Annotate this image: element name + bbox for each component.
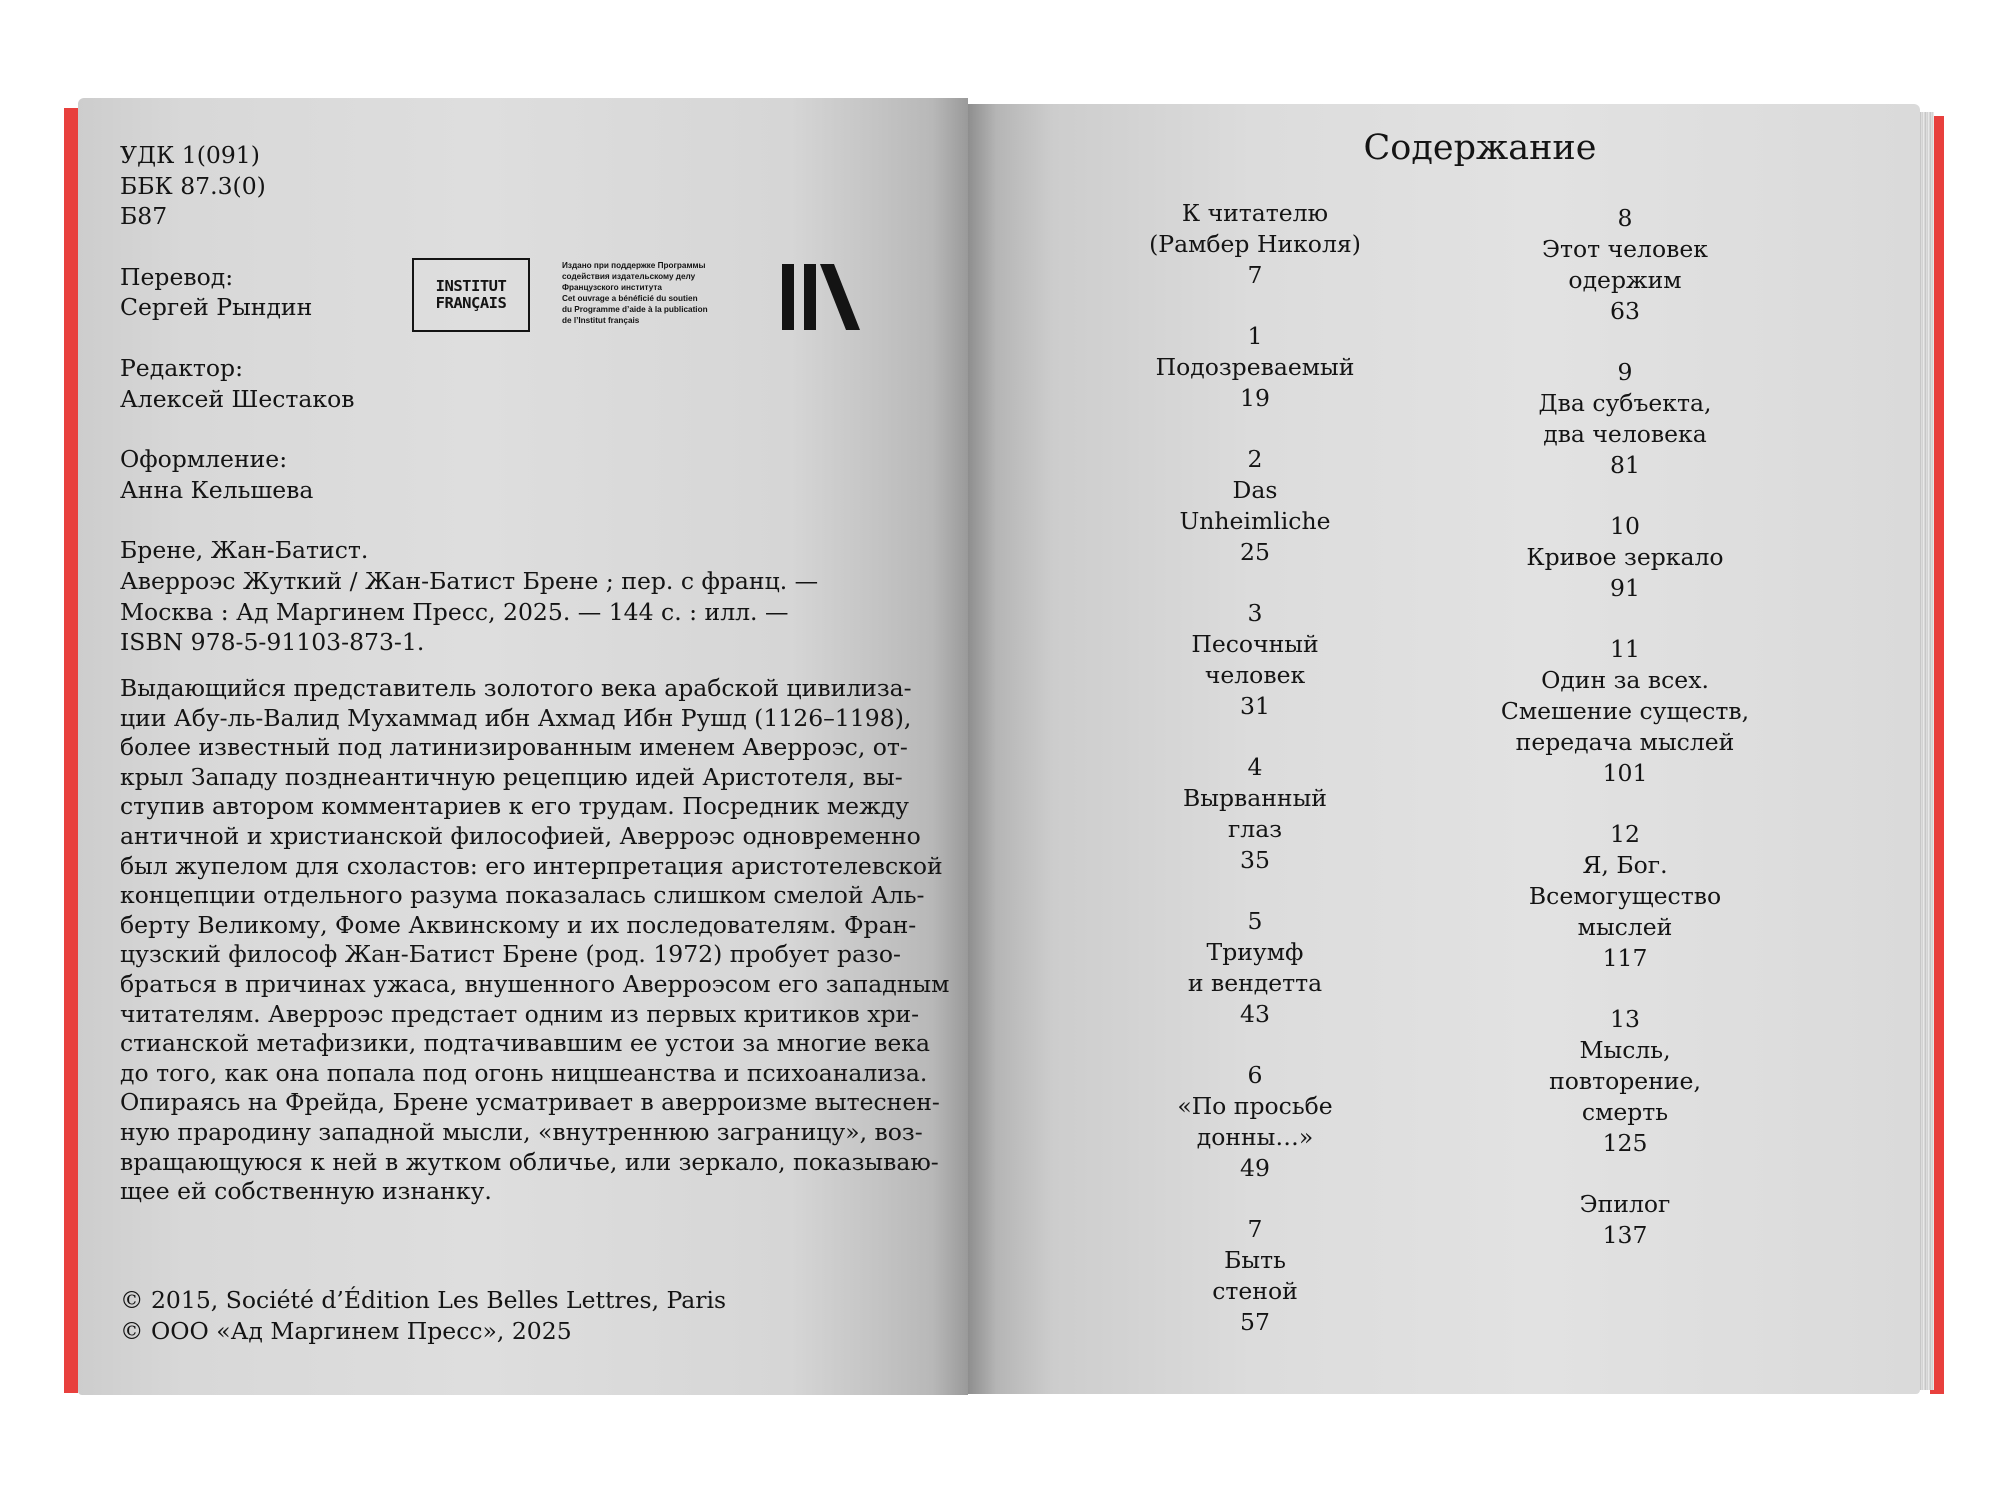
toc-chapter-title: донны…» bbox=[1196, 1123, 1314, 1151]
toc-entry bbox=[1095, 752, 1415, 876]
toc-entry bbox=[1095, 1214, 1415, 1338]
ad-marginem-logo bbox=[780, 262, 862, 332]
red-page-edge-left bbox=[64, 108, 78, 1393]
annotation-line: более известный под латинизированным именем Аверроэс, от- bbox=[120, 733, 908, 762]
toc-chapter-title: Unheimliche bbox=[1179, 507, 1331, 535]
toc-chapter-number: 5 bbox=[1247, 907, 1263, 935]
toc-chapter-title: Das bbox=[1232, 476, 1278, 504]
toc-chapter-number: 3 bbox=[1247, 599, 1263, 627]
toc-chapter-title: Всемогущество bbox=[1528, 882, 1722, 910]
logo-text: INSTITUT bbox=[435, 277, 507, 295]
toc-chapter-title: человек bbox=[1204, 661, 1306, 689]
udk-code: УДК 1(091) bbox=[120, 141, 260, 169]
annotation-line: Выдающийся представитель золотого века арабской цивилиза- bbox=[120, 674, 912, 702]
author-code: Б87 bbox=[120, 202, 168, 231]
annotation-line: до того, как она попала под огонь ницшеанства и психоанализа. bbox=[120, 1058, 928, 1087]
toc-chapter-number: 1 bbox=[1247, 322, 1263, 350]
toc-entry bbox=[1095, 598, 1415, 722]
biblio-line: ISBN 978-5-91103-873-1. bbox=[120, 628, 425, 657]
toc-page-number: 19 bbox=[1240, 384, 1270, 412]
support-line: de l’Institut français bbox=[562, 316, 640, 325]
toc-entry bbox=[1465, 634, 1785, 789]
toc-chapter-title: два человека bbox=[1543, 420, 1707, 448]
imprint-block bbox=[120, 140, 870, 658]
toc-page-number: 31 bbox=[1240, 692, 1270, 720]
toc-entry bbox=[1465, 1004, 1785, 1159]
toc-entry bbox=[1095, 198, 1415, 291]
support-line: du Programme d’aide à la publication bbox=[562, 305, 708, 314]
toc-chapter-title: Этот человек bbox=[1542, 235, 1708, 263]
toc-chapter-title: Смешение существ, bbox=[1500, 697, 1750, 725]
toc-title: Содержание bbox=[1363, 128, 1597, 168]
design-label: Оформление: bbox=[120, 445, 288, 474]
biblio-line: Москва : Ад Маргинем Пресс, 2025. — 144 с. : илл. — bbox=[120, 597, 789, 626]
toc-chapter-title: смерть bbox=[1581, 1098, 1669, 1126]
support-line: Французского института bbox=[562, 283, 662, 292]
toc-chapter-title: глаз bbox=[1227, 815, 1283, 843]
annotation-line: щее ей собственную изнанку. bbox=[120, 1177, 492, 1206]
copyright-block bbox=[120, 1285, 820, 1347]
toc-entry bbox=[1465, 203, 1785, 327]
toc-chapter-number: 4 bbox=[1247, 753, 1263, 781]
toc-entry bbox=[1465, 1189, 1785, 1251]
toc-entry bbox=[1095, 1060, 1415, 1184]
annotation-line: Опираясь на Фрейда, Брене усматривает в аверроизме вытеснен- bbox=[120, 1088, 940, 1117]
design-name: Анна Кельшева bbox=[120, 475, 314, 504]
toc-entry bbox=[1095, 444, 1415, 568]
annotation-line: читателям. Аверроэс предстает одним из первых критиков хри- bbox=[120, 999, 920, 1028]
support-line: Издано при поддержке Программы bbox=[562, 261, 706, 270]
annotation-line: вращающуюся к ней в жутком обличье, или зеркало, показываю- bbox=[120, 1147, 939, 1176]
toc-entry bbox=[1465, 357, 1785, 481]
annotation-line: цузский философ Жан-Батист Брене (род. 1972) пробует разо- bbox=[120, 940, 901, 969]
toc-page-number: 81 bbox=[1610, 451, 1640, 479]
annotation-line: ции Абу-ль-Валид Мухаммад ибн Ахмад Ибн Рушд (1126–1198), bbox=[120, 703, 912, 732]
toc-chapter-number: 2 bbox=[1247, 445, 1263, 473]
toc-page-number: 137 bbox=[1602, 1221, 1648, 1249]
toc-entry bbox=[1095, 906, 1415, 1030]
toc-chapter-title: (Рамбер Николя) bbox=[1149, 230, 1361, 258]
bbk-code: ББК 87.3(0) bbox=[120, 171, 266, 200]
toc-chapter-number: 13 bbox=[1610, 1005, 1640, 1033]
toc-entry bbox=[1465, 819, 1785, 974]
translation-label: Перевод: bbox=[120, 262, 234, 291]
toc-chapter-title: Подозреваемый bbox=[1155, 353, 1355, 381]
editor-label: Редактор: bbox=[120, 353, 243, 382]
biblio-line: Брене, Жан-Батист. bbox=[120, 536, 369, 565]
toc-chapter-title: Мысль, bbox=[1579, 1036, 1671, 1064]
support-line: содействия издательскому делу bbox=[562, 272, 696, 281]
toc-chapter-number: 6 bbox=[1247, 1061, 1263, 1089]
toc-page-number: 63 bbox=[1610, 297, 1640, 325]
toc-chapter-title: «По просьбе bbox=[1177, 1092, 1333, 1120]
copyright-line: © 2015, Société d’Édition Les Belles Lettres, Paris bbox=[120, 1286, 727, 1314]
toc-chapter-title: мыслей bbox=[1577, 913, 1673, 941]
institut-francais-logo bbox=[412, 258, 530, 332]
annotation-line: ную прародину западной мысли, «внутреннюю заграницу», воз- bbox=[120, 1117, 923, 1146]
support-line: Cet ouvrage a bénéficié du soutien bbox=[562, 294, 698, 303]
toc-chapter-title: повторение, bbox=[1549, 1067, 1701, 1095]
toc-chapter-title: Вырванный bbox=[1183, 784, 1327, 812]
toc-chapter-title: передача мыслей bbox=[1515, 728, 1735, 756]
toc-chapter-number: 8 bbox=[1617, 204, 1633, 232]
toc-entry bbox=[1465, 511, 1785, 604]
annotation-line: античной и христианской философией, Аверроэс одновременно bbox=[120, 821, 921, 850]
toc-chapter-title: одержим bbox=[1568, 266, 1682, 294]
annotation-line: ступив автором комментариев к его трудам. Посредник между bbox=[120, 792, 910, 821]
translation-name: Сергей Рындин bbox=[120, 293, 313, 322]
toc-chapter-title: Быть bbox=[1224, 1246, 1286, 1274]
toc-page-number: 101 bbox=[1602, 759, 1648, 787]
annotation-paragraph bbox=[120, 674, 950, 1207]
toc-page-number: 117 bbox=[1602, 944, 1648, 972]
annotation-line: был жупелом для схоластов: его интерпретация аристотелевской bbox=[120, 851, 943, 880]
toc-chapter-title: Кривое зеркало bbox=[1526, 543, 1724, 571]
toc-page-number: 91 bbox=[1610, 574, 1640, 602]
toc-chapter-title: Два субъекта, bbox=[1538, 389, 1712, 417]
toc-chapter-title: Триумф bbox=[1206, 938, 1304, 966]
toc-entry bbox=[1095, 321, 1415, 414]
toc-page-number: 49 bbox=[1240, 1154, 1270, 1182]
toc-chapter-number: 11 bbox=[1610, 635, 1640, 663]
editor-name: Алексей Шестаков bbox=[120, 384, 355, 413]
annotation-line: стианской метафизики, подтачивавшим ее устои за многие века bbox=[120, 1029, 931, 1058]
toc-page-number: 7 bbox=[1247, 261, 1263, 289]
toc-chapter-number: 10 bbox=[1610, 512, 1640, 540]
toc-chapter-title: Один за всех. bbox=[1541, 666, 1709, 694]
copyright-line: © ООО «Ад Маргинем Пресс», 2025 bbox=[120, 1317, 572, 1345]
support-note bbox=[562, 260, 762, 326]
toc-chapter-title: К читателю bbox=[1181, 199, 1329, 227]
annotation-line: крыл Западу позднеантичную рецепцию идей Аристотеля, вы- bbox=[120, 762, 903, 791]
toc-chapter-number: 9 bbox=[1617, 358, 1633, 386]
toc-chapter-title: Песочный bbox=[1191, 630, 1319, 658]
toc-page-number: 125 bbox=[1602, 1129, 1648, 1157]
toc-page-number: 43 bbox=[1240, 1000, 1270, 1028]
toc-chapter-title: Эпилог bbox=[1579, 1190, 1671, 1218]
biblio-line: Аверроэс Жуткий / Жан-Батист Брене ; пер. с франц. — bbox=[120, 566, 819, 595]
logo-text: FRANÇAIS bbox=[435, 294, 507, 312]
annotation-line: концепции отдельного разума показалась слишком смелой Аль- bbox=[120, 881, 925, 910]
annotation-line: берту Великому, Фоме Аквинскому и их последователям. Фран- bbox=[120, 910, 917, 939]
toc-column-left bbox=[1095, 198, 1415, 1368]
toc-chapter-title: стеной bbox=[1212, 1277, 1298, 1305]
toc-chapter-title: и вендетта bbox=[1187, 969, 1323, 997]
toc-chapter-number: 12 bbox=[1610, 820, 1640, 848]
toc-chapter-number: 7 bbox=[1247, 1215, 1263, 1243]
toc-column-right bbox=[1465, 203, 1785, 1281]
toc-page-number: 35 bbox=[1240, 846, 1270, 874]
annotation-line: браться в причинах ужаса, внушенного Аверроэсом его западным bbox=[120, 969, 950, 998]
toc-page-number: 57 bbox=[1240, 1308, 1270, 1336]
toc-page-number: 25 bbox=[1240, 538, 1270, 566]
toc-chapter-title: Я, Бог. bbox=[1582, 851, 1668, 879]
